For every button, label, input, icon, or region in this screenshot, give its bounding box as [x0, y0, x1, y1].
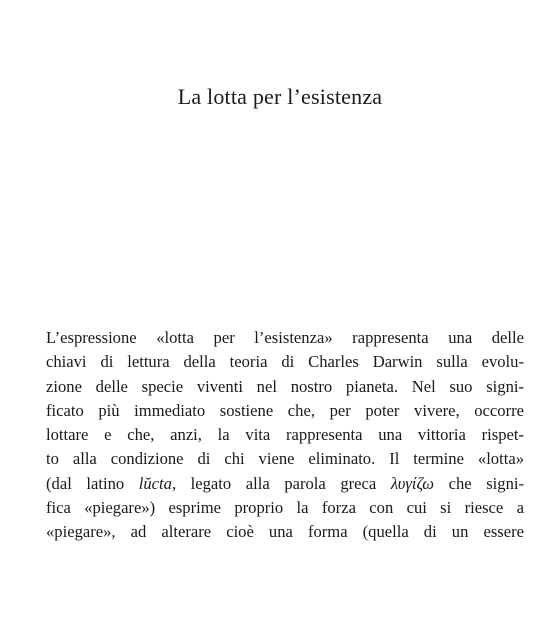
text-line-6: to alla condizione di chi viene eliminato. Il termine «lotta»	[46, 449, 524, 469]
chapter-title: La lotta per l’esistenza	[177, 84, 383, 109]
text-line-7-post: che signi-	[434, 473, 524, 493]
text-line-2: chiavi di lettura della teoria di Charles Darwin sulla evolu-	[46, 352, 524, 372]
text-line-3: zione delle specie viventi nel nostro pianeta. Nel suo signi-	[46, 376, 524, 396]
text-line-4: ficato più immediato sostiene che, per poter vivere, occorre	[46, 400, 524, 420]
text-line-5: lottare e che, anzi, la vita rappresenta una vittoria rispet-	[46, 425, 524, 445]
text-line-1: L’espressione «lotta per l’esistenza» rappresenta una delle	[46, 328, 524, 347]
body-paragraph	[46, 326, 524, 545]
text-line-7-mid: , legato alla parola greca	[171, 473, 391, 493]
text-line-9: «piegare», ad alterare cioè una forma (quella di un essere	[46, 522, 524, 542]
text-line-7	[46, 472, 524, 496]
greek-word: λυγίζω	[390, 473, 435, 493]
text-line-8: fica «piegare») esprime proprio la forza con cui si riesce a	[46, 498, 524, 518]
text-line-7-pre: (dal latino	[46, 473, 139, 493]
latin-word: lŭcta	[138, 473, 172, 493]
